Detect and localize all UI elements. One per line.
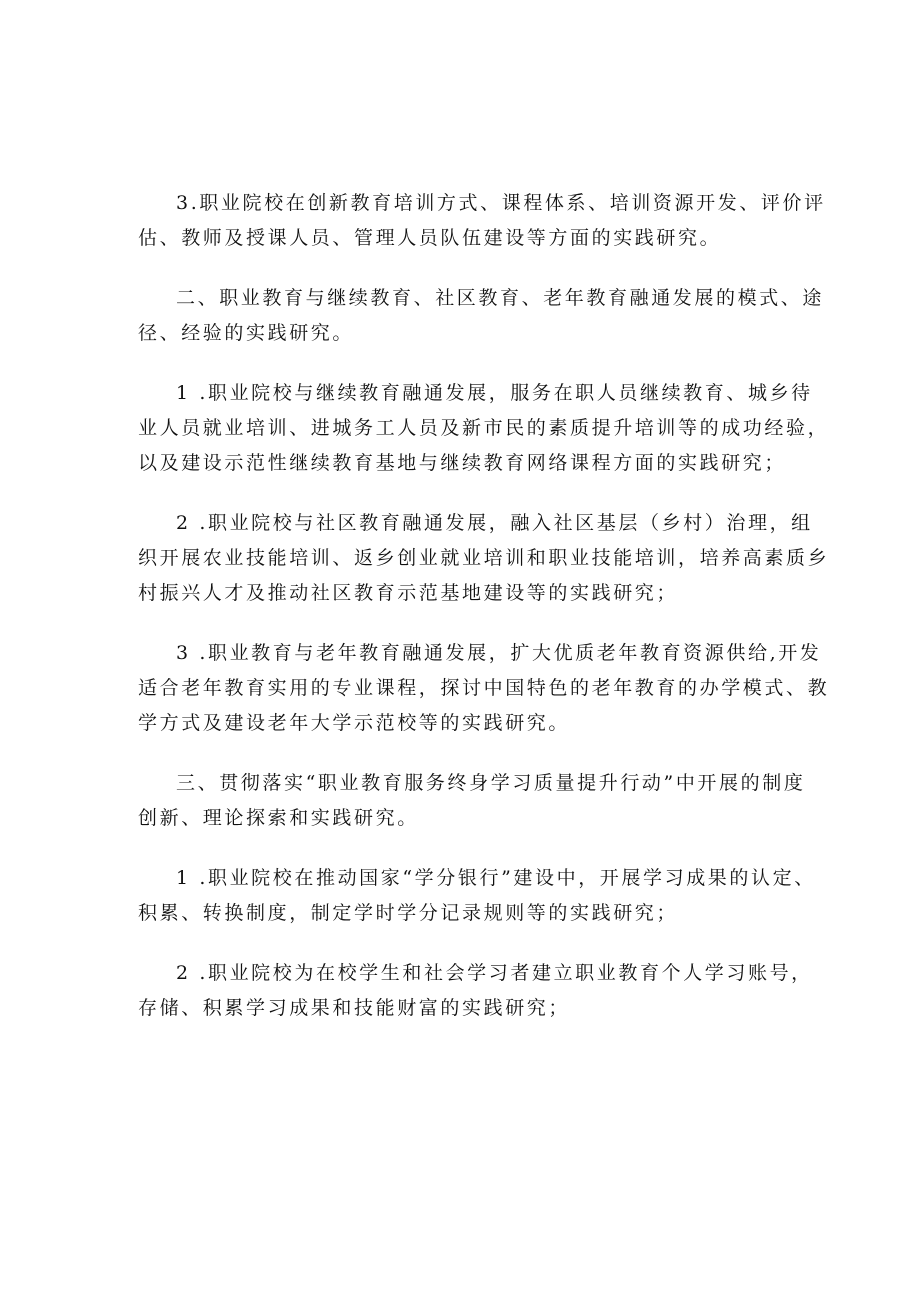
section-heading-3-implementation	[138, 766, 806, 836]
paragraph-line: 适合老年教育实用的专业课程，探讨中国特色的老年教育的办学模式、教	[138, 677, 830, 699]
paragraph-line: 学方式及建设老年大学示范校等的实践研究。	[138, 712, 571, 734]
paragraph-line: 2 .职业院校为在校学生和社会学习者建立职业教育个人学习账号，	[176, 962, 813, 984]
paragraph-line: 创新、理论探索和实践研究。	[138, 807, 419, 829]
paragraph-3-training-innovation	[138, 186, 826, 256]
paragraph-line: 以及建设示范性继续教育基地与继续教育网络课程方面的实践研究；	[138, 452, 787, 474]
paragraph-line: 估、教师及授课人员、管理人员队伍建设等方面的实践研究。	[138, 227, 722, 249]
paragraph-2-learning-accounts	[138, 956, 813, 1026]
paragraph-line: 三、贯彻落实“职业教育服务终身学习质量提升行动”中开展的制度	[176, 772, 806, 794]
paragraph-line: 3.职业院校在创新教育培训方式、课程体系、培训资源开发、评价评	[176, 192, 826, 214]
paragraph-line: 2 .职业院校与社区教育融通发展，融入社区基层（乡村）治理，组	[176, 512, 813, 534]
paragraph-2-community-education	[138, 506, 830, 611]
paragraph-3-elderly-education	[138, 636, 830, 741]
paragraph-line: 织开展农业技能培训、返乡创业就业培训和职业技能培训，培养高素质乡	[138, 547, 830, 569]
paragraph-line: 业人员就业培训、进城务工人员及新市民的素质提升培训等的成功经验，	[138, 417, 830, 439]
paragraph-line: 1 .职业院校在推动国家“学分银行”建设中，开展学习成果的认定、	[176, 867, 816, 889]
paragraph-line: 二、职业教育与继续教育、社区教育、老年教育融通发展的模式、途	[176, 287, 825, 309]
paragraph-line: 存储、积累学习成果和技能财富的实践研究；	[138, 997, 571, 1019]
paragraph-line: 村振兴人才及推动社区教育示范基地建设等的实践研究；	[138, 582, 679, 604]
paragraph-line: 积累、转换制度，制定学时学分记录规则等的实践研究；	[138, 902, 679, 924]
paragraph-line: 1 .职业院校与继续教育融通发展，服务在职人员继续教育、城乡待	[176, 382, 813, 404]
document-body	[138, 186, 830, 1051]
paragraph-1-continuing-education	[138, 376, 830, 481]
paragraph-line: 3 .职业教育与老年教育融通发展，扩大优质老年教育资源供给,开发	[176, 642, 822, 664]
section-heading-2-integration	[138, 281, 825, 351]
paragraph-1-credit-bank	[138, 861, 816, 931]
paragraph-line: 径、经验的实践研究。	[138, 322, 355, 344]
